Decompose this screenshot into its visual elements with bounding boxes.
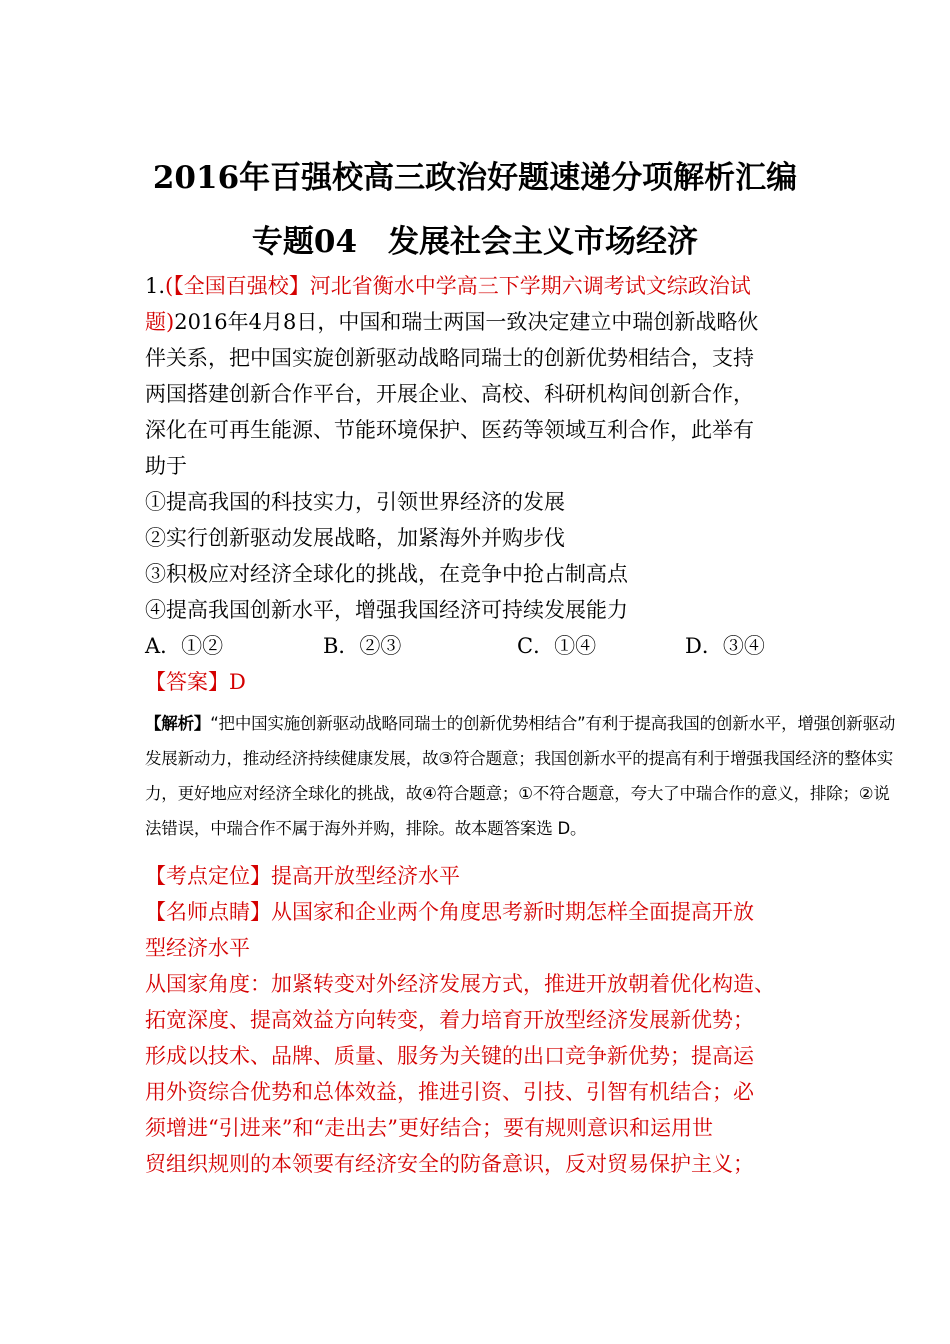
option-d: D．③④ [685,634,765,658]
teacher-note-tag: 【名师点睛】 [145,900,271,924]
analysis-block [145,706,896,846]
question-line-1 [145,268,835,304]
teacher-note-line: 贸组织规则的本领要有经济安全的防备意识，反对贸易保护主义； [145,1152,754,1176]
key-point-line [145,858,835,894]
option-b: B．②③ [323,634,402,658]
analysis-line-1 [145,706,896,741]
spacer [145,846,835,858]
statement-2: ②实行创新驱动发展战略，加紧海外并购步伐 [145,526,565,550]
teacher-note-line: 用外资综合优势和总体效益，推进引资、引技、引智有机结合；必 [145,1080,754,1104]
option-c: C．①④ [517,634,597,658]
statement-4: ④提高我国创新水平，增强我国经济可持续发展能力 [145,598,628,622]
analysis-text-1: “把中国实施创新驱动战略同瑞士的创新优势相结合”有利于提高我国的创新水平，增强创新驱动 [210,714,896,733]
teacher-note-line: 形成以技术、品牌、质量、服务为关键的出口竞争新优势；提高运 [145,1044,754,1068]
key-point-tag: 【考点定位】 [145,864,271,888]
teacher-note-line: 型经济水平 [145,936,250,960]
question-content [145,268,896,1182]
analysis-line: 法错误，中瑞合作不属于海外并购，排除。故本题答案选 D。 [145,819,587,838]
statement-1: ①提高我国的科技实力，引领世界经济的发展 [145,490,565,514]
source-open-paren: ( [165,274,174,298]
statement-3: ③积极应对经济全球化的挑战，在竞争中抢占制高点 [145,562,628,586]
teacher-note-line: 须增进“引进来”和“走出去”更好结合；要有规则意识和运用世 [145,1116,713,1140]
question-number: 1. [145,274,166,298]
analysis-tag: 【解析】 [145,714,211,733]
teacher-note-line: 从国家角度：加紧转变对外经济发展方式，推进开放朝着优化构造、 [145,972,775,996]
teacher-note-line: 拓宽深度、提高效益方向转变，着力培育开放型经济发展新优势； [145,1008,754,1032]
source-tag: 【全国百强校】 [173,274,310,298]
stem-line: 助于 [145,454,187,478]
answer-value: D [229,670,246,694]
source-text-2: 题) [145,310,175,334]
page-title: 2016年百强校高三政治好题速递分项解析汇编 [152,160,798,196]
option-a: A．①② [145,634,224,658]
answer-options [145,628,835,664]
teacher-note-text-1: 从国家和企业两个角度思考新时期怎样全面提高开放 [271,900,754,924]
stem-line: 伴关系，把中国实旋创新驱动战略同瑞士的创新优势相结合，支持 [145,346,754,370]
stem-line: 两国搭建创新合作平台，开展企业、高校、科研机构间创新合作， [145,382,754,406]
answer-tag: 【答案】 [145,670,229,694]
analysis-line: 发展新动力，推动经济持续健康发展，故③符合题意；我国创新水平的提高有利于增强我国经济的整体实 [145,749,894,768]
stem-line: 深化在可再生能源、节能环境保护、医药等领域互利合作，此举有 [145,418,754,442]
teacher-note-line-1 [145,894,835,930]
key-point-text: 提高开放型经济水平 [271,864,460,888]
stem-line-1: 2016年4月8日，中国和瑞士两国一致决定建立中瑞创新战略伙 [174,310,759,334]
analysis-line: 力，更好地应对经济全球化的挑战，故④符合题意；①不符合题意，夸大了中瑞合作的意义，排除；②说 [145,784,890,803]
source-text-1: 河北省衡水中学高三下学期六调考试文综政治试 [309,274,751,298]
page-subtitle: 专题04 发展社会主义市场经济 [251,224,699,260]
question-line-2 [145,304,835,340]
answer-line [145,664,835,700]
